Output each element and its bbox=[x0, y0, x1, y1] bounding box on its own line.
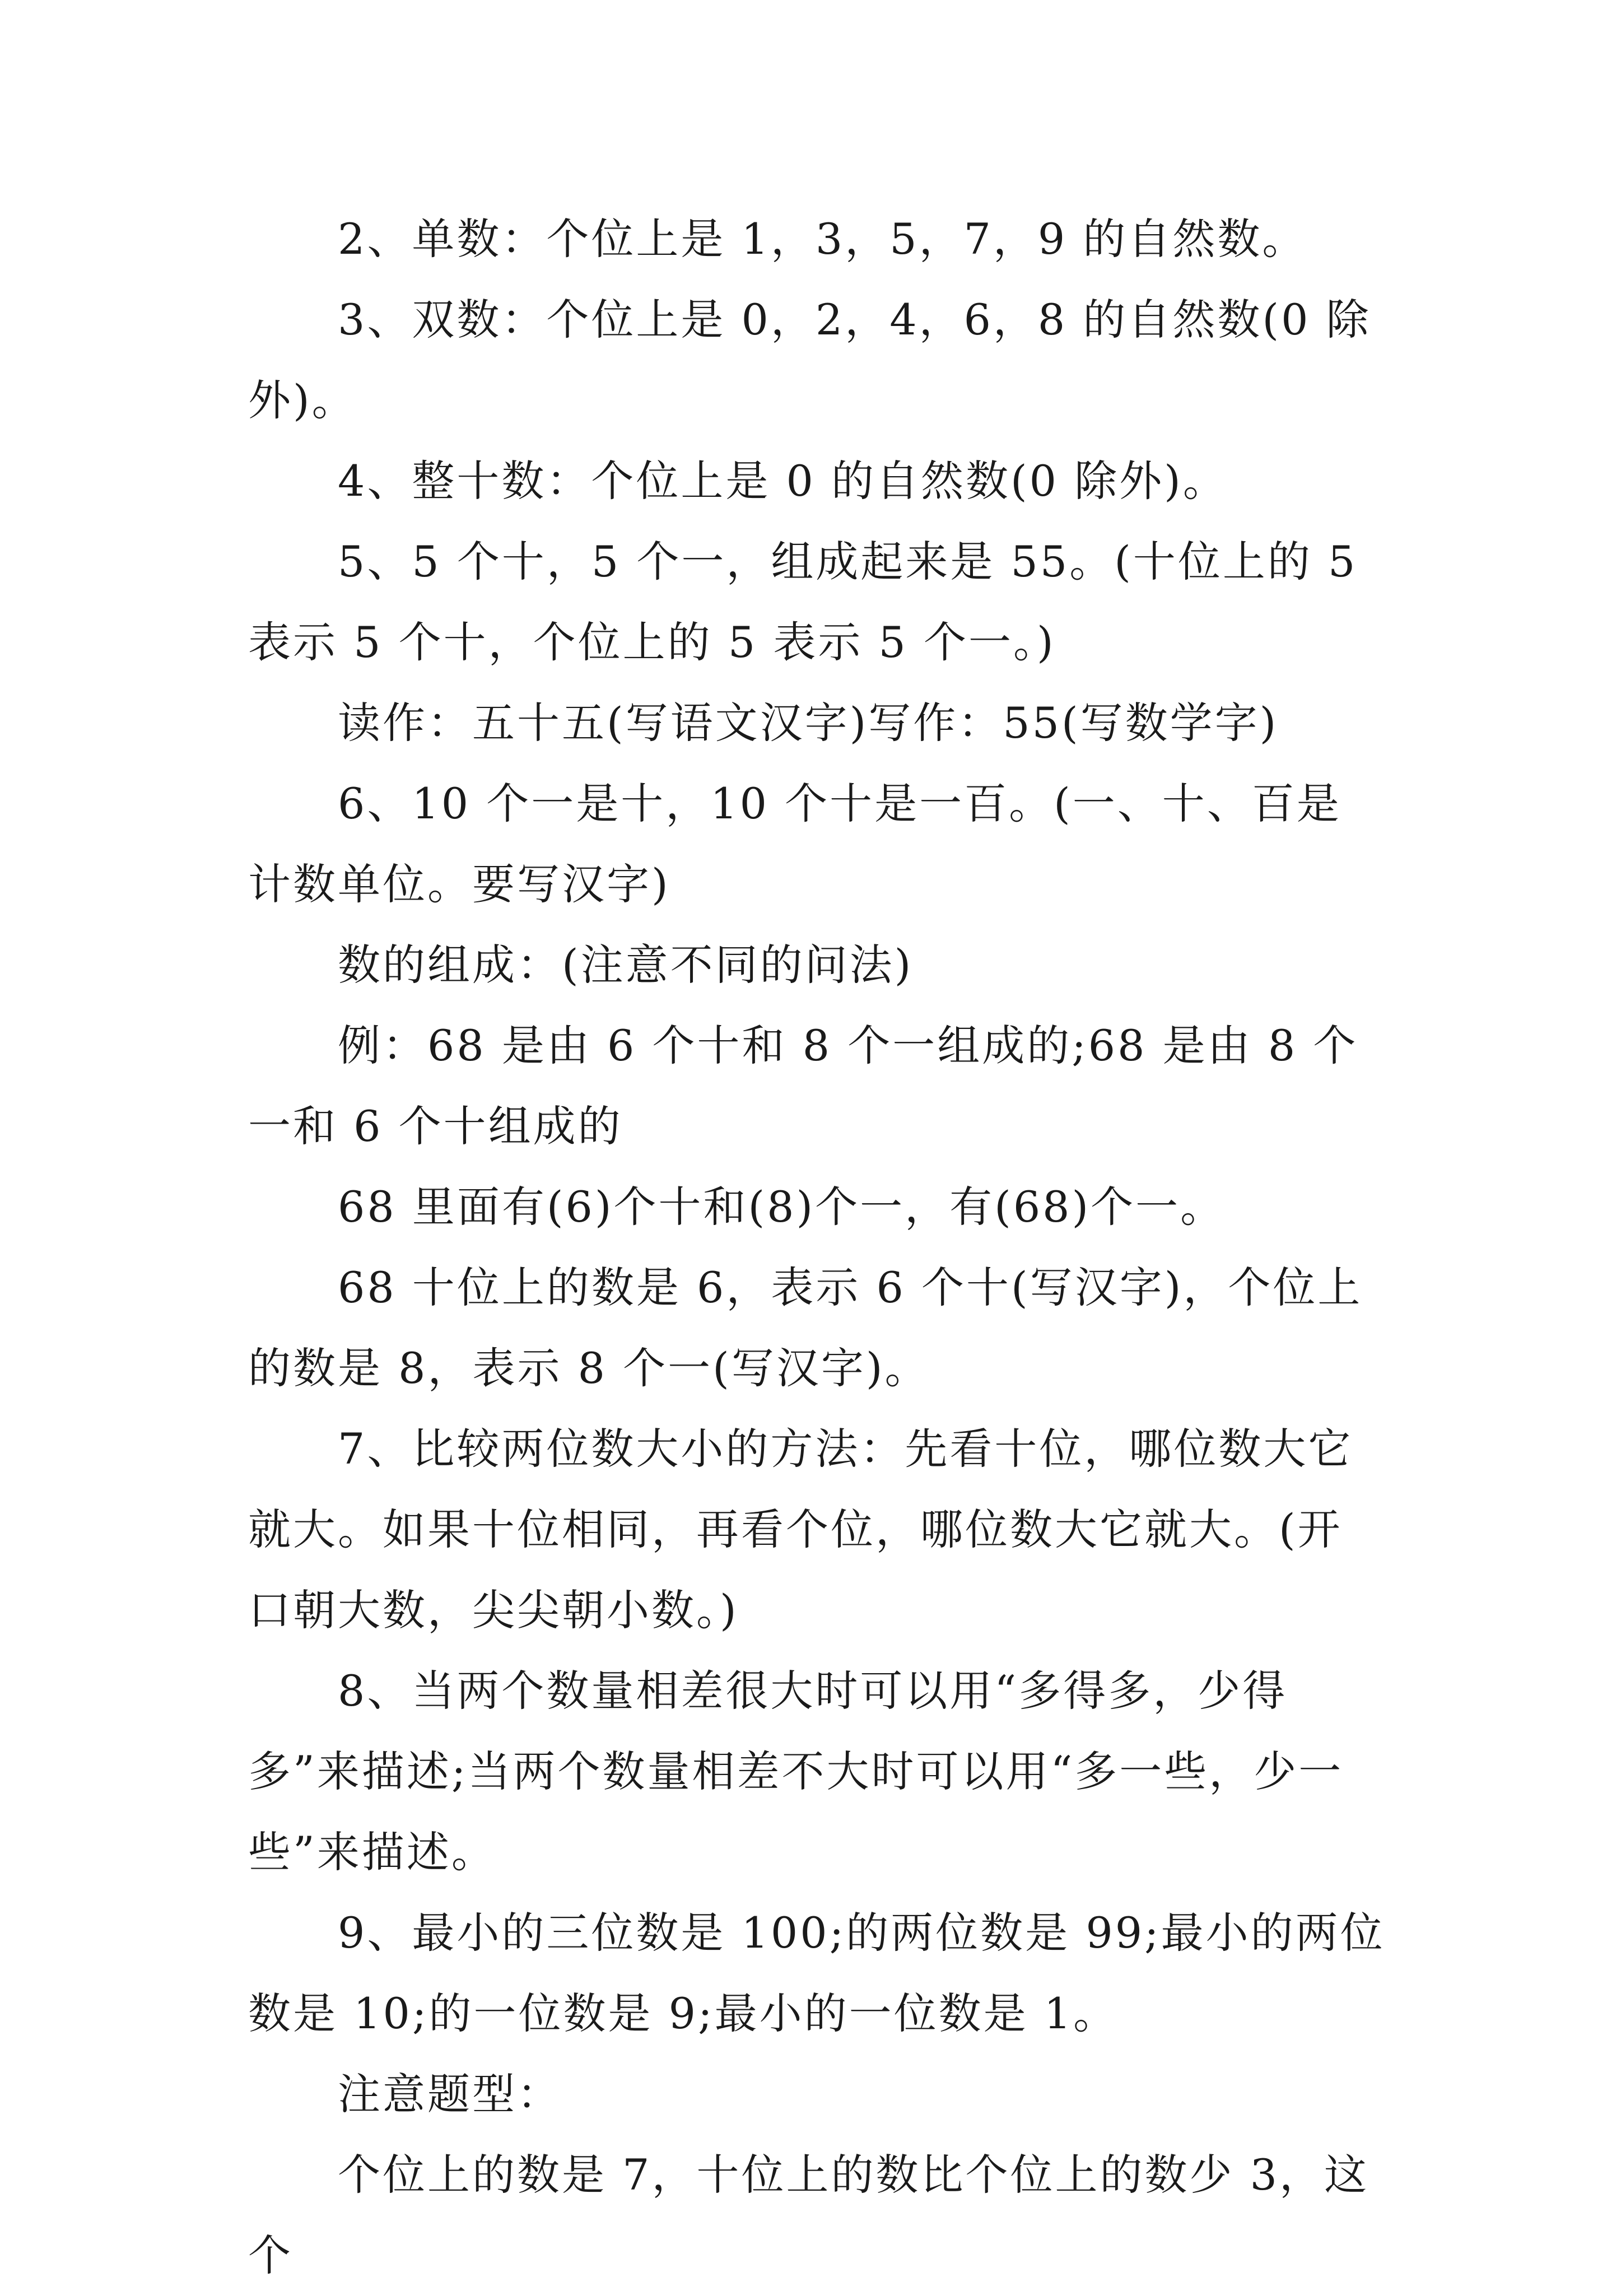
paragraph-number-composition-heading: 数的组成：(注意不同的问法) bbox=[338, 940, 914, 990]
paragraph-whole-tens: 4、整十数：个位上是 0 的自然数(0 除外)。 bbox=[338, 456, 1228, 506]
paragraph-describe-difference: 8、当两个数量相差很大时可以用“多得多，少得多”来描述;当两个数量相差不大时可以用“多一些，少一些”来描述。 bbox=[248, 1666, 1344, 1877]
paragraph-example-68: 例：68 是由 6 个十和 8 个一组成的;68 是由 8 个一和 6 个十组成的 bbox=[248, 1021, 1358, 1151]
paragraph-odd-numbers: 2、单数：个位上是 1，3，5，7，9 的自然数。 bbox=[338, 214, 1307, 264]
paragraph-68-place-values: 68 十位上的数是 6，表示 6 个十(写汉字)，个位上的数是 8，表示 8 个一(写汉字)。 bbox=[248, 1263, 1363, 1393]
paragraph-compare-method: 7、比较两位数大小的方法：先看十位，哪位数大它就大。如果十位相同，再看个位，哪位数大它就大。(开口朝大数，尖尖朝小数。) bbox=[248, 1424, 1353, 1635]
paragraph-min-max-numbers: 9、最小的三位数是 100;的两位数是 99;最小的两位数是 10;的一位数是 9;最小的一位数是 1。 bbox=[248, 1908, 1385, 2038]
paragraph-question-types-heading: 注意题型： bbox=[338, 2069, 562, 2119]
document-body bbox=[248, 199, 1385, 2296]
paragraph-question-example: 个位上的数是 7，十位上的数比个位上的数少 3，这个 bbox=[248, 2150, 1370, 2280]
paragraph-composition-55: 5、5 个十，5 个一，组成起来是 55。(十位上的 5 表示 5 个十，个位上的 5 表示 5 个一。) bbox=[248, 537, 1358, 667]
paragraph-read-write: 读作：五十五(写语文汉字)写作：55(写数学字) bbox=[338, 698, 1279, 748]
paragraph-counting-units: 6、10 个一是十，10 个十是一百。(一、十、百是计数单位。要写汉字) bbox=[248, 779, 1341, 909]
paragraph-even-numbers: 3、双数：个位上是 0，2，4，6，8 的自然数(0 除外)。 bbox=[248, 295, 1371, 425]
paragraph-68-contains: 68 里面有(6)个十和(8)个一，有(68)个一。 bbox=[338, 1182, 1226, 1232]
